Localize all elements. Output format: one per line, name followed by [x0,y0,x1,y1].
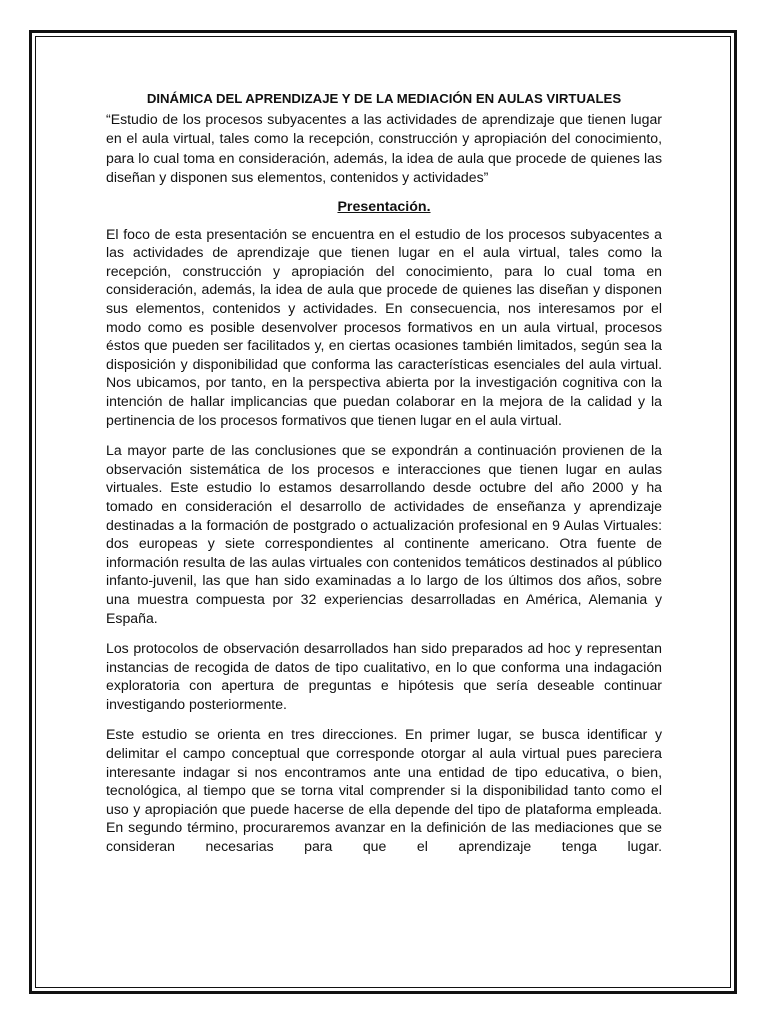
section-heading-presentacion: Presentación. [337,198,431,215]
paragraph-4: Este estudio se orienta en tres direcciones. En primer lugar, se busca identificar y delimitar el campo conceptual que corresponde otorgar al aula virtual pues pareciera interesante indagar si nos encontramos ante una entidad de tipo educativa, o bien, tecnológica, al tiempo que se torna vital comprender si la disponibilidad tanto como el uso y apropiación que puede hacerse de ella depende del tipo de plataforma empleada. En segundo término, procuraremos avanzar en la definición de las mediaciones que se consideran necesarias para que el aprendizaje tenga lugar. [106,726,662,855]
document-body [106,88,662,856]
paragraph-1: El foco de esta presentación se encuentra en el estudio de los procesos subyacentes a las actividades de aprendizaje que tienen lugar en el aula virtual, tales como la recepción, construcción y apropiación del conocimiento, para lo cual toma en consideración, además, la idea de aula que procede de quienes las diseñan y disponen sus elementos, contenidos y actividades. En consecuencia, nos interesamos por el modo como es posible desenvolver procesos formativos en un aula virtual, procesos éstos que pueden ser facilitados y, en ciertas ocasiones también limitados, según sea la disposición y disponibilidad que conforma las características esenciales del aula virtual. Nos ubicamos, por tanto, en la perspectiva abierta por la investigación cognitiva con la intención de hallar implicancias que puedan colaborar en la mejora de la calidad y la pertinencia de los procesos formativos que tienen lugar en el aula virtual. [106,225,662,428]
paragraph-3: Los protocolos de observación desarrollados han sido preparados ad hoc y representan instancias de recogida de datos de tipo cualitativo, en lo que conforma una indagación exploratoria con apertura de preguntas e hipótesis que sería deseable continuar investigando posteriormente. [106,640,662,712]
document-title: DINÁMICA DEL APRENDIZAJE Y DE LA MEDIACIÓN EN AULAS VIRTUALES [146,91,622,106]
paragraph-2: La mayor parte de las conclusiones que se expondrán a continuación provienen de la observación sistemática de los procesos e interacciones que tienen lugar en aulas virtuales. Este estudio lo estamos desarrollando desde octubre del año 2000 y ha tomado en consideración el desarrollo de actividades de enseñanza y aprendizaje destinadas a la formación de postgrado o actualización profesional en 9 Aulas Virtuales: dos europeas y siete correspondientes al continente americano. Otra fuente de información resulta de las aulas virtuales con contenidos temáticos destinados al público infanto-juvenil, las que han sido examinadas a lo largo de los últimos dos años, sobre una muestra compuesta por 32 experiencias desarrolladas en América, Alemania y España. [106,442,662,626]
abstract-quote: “Estudio de los procesos subyacentes a las actividades de aprendizaje que tienen lugar en el aula virtual, tales como la recepción, construcción y apropiación del conocimiento, para lo cual toma en consideración, además, la idea de aula que procede de quienes las diseñan y disponen sus elementos, contenidos y actividades” [106,111,662,186]
